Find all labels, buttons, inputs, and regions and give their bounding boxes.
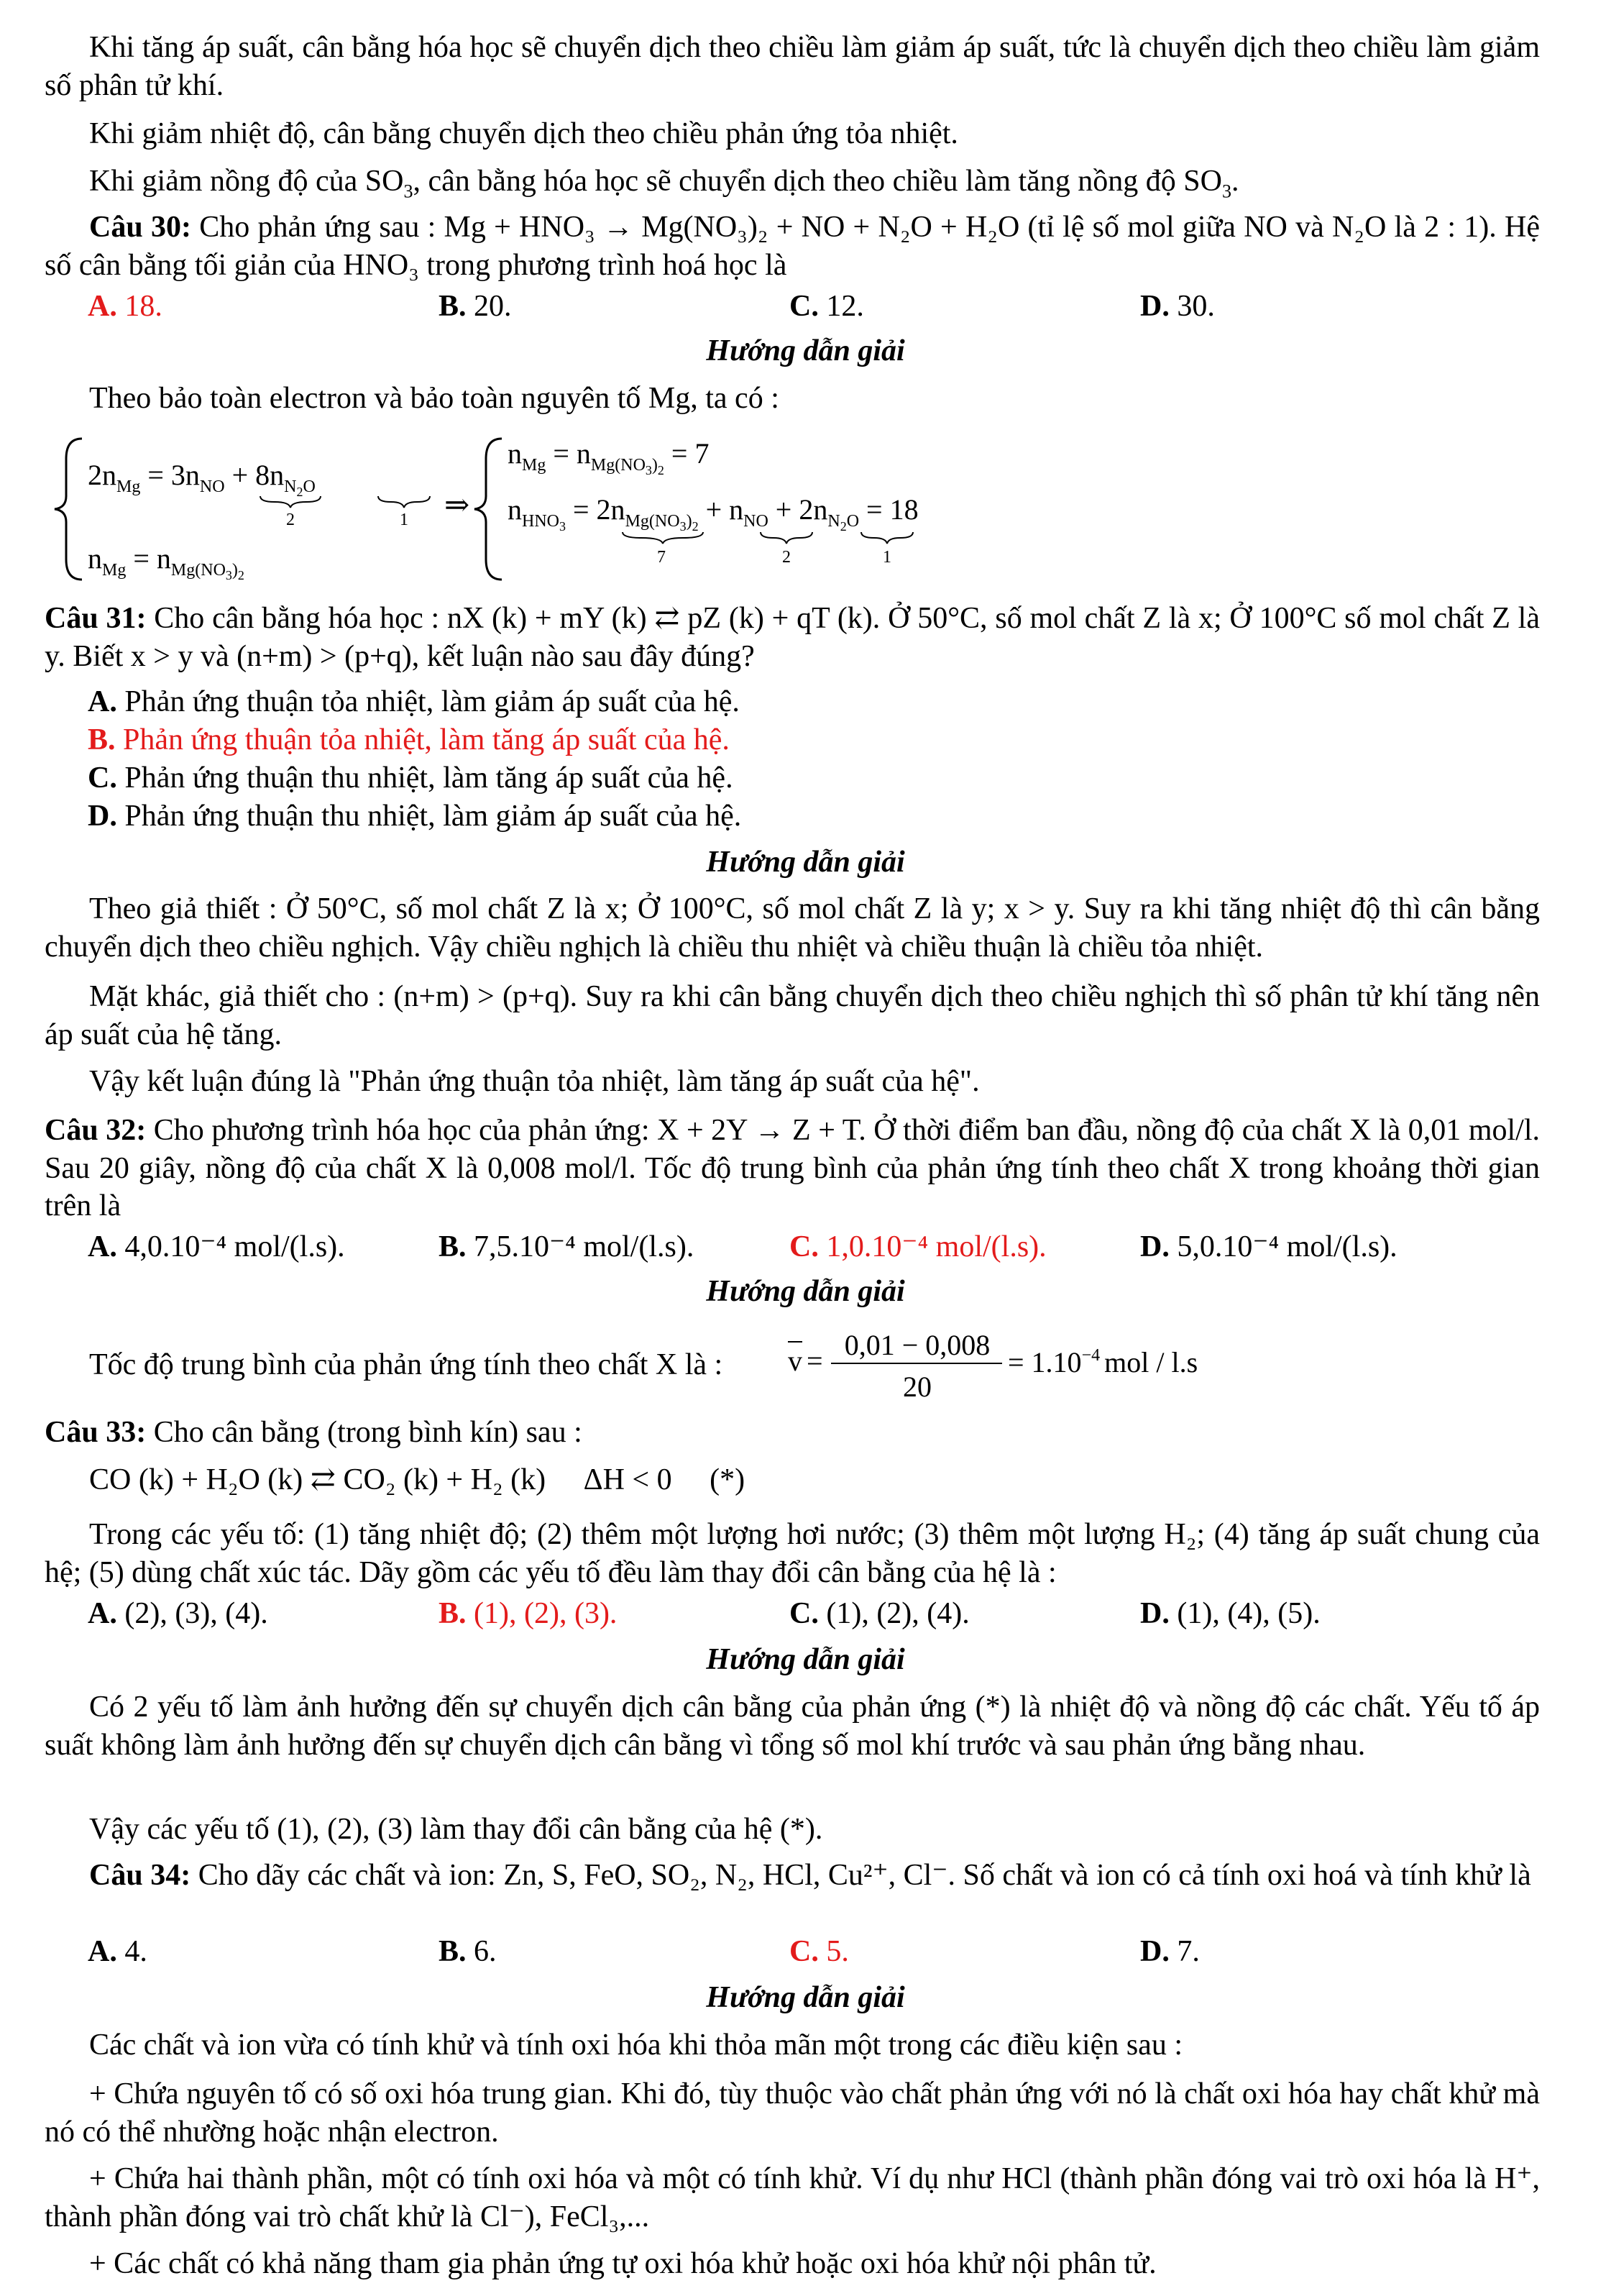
question-31-choice-d: D. Phản ứng thuận thu nhiệt, làm giảm áp suất của hệ. bbox=[88, 800, 742, 833]
question-33-solution-heading: Hướng dẫn giải bbox=[706, 1643, 905, 1676]
question-31-choice-b: B. Phản ứng thuận tỏa nhiệt, làm tăng áp suất của hệ. bbox=[88, 723, 730, 756]
question-34-option-c: C. 5. bbox=[789, 1935, 849, 1968]
question-30-solution-heading: Hướng dẫn giải bbox=[706, 334, 905, 367]
question-32-rate-formula bbox=[755, 1320, 1258, 1414]
n-no-value: 2 bbox=[286, 511, 295, 529]
question-30-label: Câu 30: bbox=[89, 211, 191, 244]
question-32-explanation: Tốc độ trung bình của phản ứng tính theo chất X là : bbox=[89, 1348, 723, 1381]
question-31-choice-c: C. Phản ứng thuận thu nhiệt, làm tăng áp suất của hệ. bbox=[88, 761, 733, 795]
question-34-stem: Câu 34: Cho dãy các chất và ion: Zn, S, FeO, SO₂, N₂, HCl, Cu²⁺, Cl⁻. Số chất và ion có cả tính oxi hoá và tính khử là bbox=[89, 1859, 1531, 1892]
question-34-explanation-1: Các chất và ion vừa có tính khử và tính oxi hóa khi thỏa mãn một trong các điều kiện sau : bbox=[89, 2029, 1183, 2062]
question-34-option-b: B. 6. bbox=[439, 1935, 497, 1968]
svg-text:v: v bbox=[788, 1345, 802, 1377]
question-33-option-c: C. (1), (2), (4). bbox=[789, 1597, 970, 1630]
question-33-explanation: Có 2 yếu tố làm ảnh hưởng đến sự chuyển dịch cân bằng của phản ứng (*) là nhiệt độ và nồng độ các chất. Yếu tố áp suất không làm ảnh hưởng đến sự chuyển dịch cân bằng vì tổng số mol khí trước và sau phản ứng bằng nhau. bbox=[45, 1691, 1540, 1762]
question-33-stem: Câu 33: Cho cân bằng (trong bình kín) sau : bbox=[45, 1416, 582, 1449]
question-34-explanation-2: + Chứa nguyên tố có số oxi hóa trung gian. Khi đó, tùy thuộc vào chất phản ứng với nó là chất oxi hóa hay chất khử mà nó có thể nhường hoặc nhận electron. bbox=[45, 2077, 1540, 2149]
question-34-explanation-3: + Chứa hai thành phần, một có tính oxi hóa và một có tính khử. Ví dụ như HCl (thành phần đóng vai trò oxi hóa là H⁺, thành phần đóng vai trò chất khử là Cl⁻), FeCl₃,... bbox=[45, 2162, 1540, 2233]
fraction-numerator: 0,01 − 0,008 bbox=[844, 1329, 991, 1361]
question-34-option-a: A. 4. bbox=[88, 1935, 147, 1968]
question-33-option-a: A. (2), (3), (4). bbox=[88, 1597, 268, 1630]
question-33-label: Câu 33: bbox=[45, 1416, 147, 1449]
question-30-option-c: C. 12. bbox=[789, 290, 864, 323]
question-32-option-a: A. 4,0.10⁻⁴ mol/(l.s). bbox=[88, 1230, 345, 1263]
intro-paragraph-1: Khi tăng áp suất, cân bằng hóa học sẽ chuyển dịch theo chiều làm giảm áp suất, tức là chuyển dịch theo chiều làm giảm số phân tử khí. bbox=[45, 31, 1540, 102]
intro-paragraph-2: Khi giảm nhiệt độ, cân bằng chuyển dịch theo chiều phản ứng tỏa nhiệt. bbox=[89, 117, 958, 150]
question-32-option-d: D. 5,0.10⁻⁴ mol/(l.s). bbox=[1140, 1230, 1397, 1263]
svg-text:= 1.10−4mol / l.s: = $1.10^{-4}$ mol / l.s bbox=[1008, 1346, 1198, 1378]
question-33-conclusion: Vậy các yếu tố (1), (2), (3) làm thay đổi cân bằng của hệ (*). bbox=[89, 1813, 823, 1846]
implies-arrow: ⇒ bbox=[444, 489, 470, 522]
question-33-option-b: B. (1), (2), (3). bbox=[439, 1597, 618, 1630]
n-no-value-2: 2 bbox=[782, 548, 791, 567]
question-33-equilibrium-equation: CO (k) + H₂O (k) ⇄ CO₂ (k) + H₂ (k) ΔH < 0 (*) bbox=[89, 1463, 745, 1496]
question-34-options bbox=[88, 1933, 1497, 1976]
question-32-stem: Câu 32: Cho phương trình hóa học của phản ứng: X + 2Y → Z + T. Ở thời điểm ban đầu, nồng độ của chất X là 0,01 mol/l. Sau 20 giây, nồng độ của chất X là 0,008 mol/l. Tốc độ trung bình của phản ứng tính theo chất X trong khoảng thời gian trên là bbox=[45, 1114, 1540, 1222]
question-31-explanation-2: Mặt khác, giả thiết cho : (n+m) > (p+q). Suy ra khi cân bằng chuyển dịch theo chiều nghịch thì số phân tử khí tăng nên áp suất của hệ tăng. bbox=[45, 980, 1540, 1051]
question-31-conclusion: Vậy kết luận đúng là "Phản ứng thuận tỏa nhiệt, làm tăng áp suất của hệ". bbox=[89, 1065, 980, 1098]
question-31-choice-a: A. Phản ứng thuận tỏa nhiệt, làm giảm áp suất của hệ. bbox=[88, 685, 740, 718]
intro-paragraph-3: Khi giảm nồng độ của $SO_3$, cân bằng hóa học sẽ chuyển dịch theo chiều làm tăng nồng độ $SO_3$. bbox=[89, 165, 1239, 202]
n-n2o-value: 1 bbox=[400, 511, 408, 529]
question-30-equation-system bbox=[45, 430, 979, 595]
question-34-option-d: D. 7. bbox=[1140, 1935, 1200, 1968]
question-31-label: Câu 31: bbox=[45, 602, 147, 635]
svg-text:2nMg = 3nNO + 8nN2O: $2n_{Mg} = 3n_{NO} + 8n_N2O$ bbox=[88, 459, 316, 499]
question-33-option-d: D. (1), (4), (5). bbox=[1140, 1597, 1321, 1630]
question-31-explanation-1: Theo giả thiết : Ở 50°C, số mol chất Z là x; Ở 100°C, số mol chất Z là y; x > y. Suy ra khi tăng nhiệt độ thì cân bằng chuyển dịch theo chiều nghịch. Vậy chiều nghịch là chiều thu nhiệt và chiều thuận là chiều tỏa nhiệt. bbox=[45, 892, 1540, 964]
question-30-option-d: D. 30. bbox=[1140, 290, 1215, 323]
question-30-option-a: A. 18. bbox=[88, 290, 162, 323]
svg-text:=: = bbox=[807, 1345, 823, 1377]
question-34-label: Câu 34: bbox=[89, 1859, 191, 1892]
svg-text:nHNO3 = 2nMg(NO3)2 + nNO + 2nN: $n_{HNO}3 = 2n_{Mg(NO}3)2 + n_{NO} + 2n_N2O = 18$ bbox=[508, 493, 919, 534]
question-31-solution-heading: Hướng dẫn giải bbox=[706, 846, 905, 879]
svg-text:nMg = nMg(NO3)2 = 7: $n_{Mg} = n_{Mg(NO}3)2 = 7$ bbox=[508, 437, 710, 477]
question-33-factors: Trong các yếu tố: (1) tăng nhiệt độ; (2) thêm một lượng hơi nước; (3) thêm một lượng H₂; (4) tăng áp suất chung của hệ; (5) dùng chất xúc tác. Dãy gồm các yếu tố đều làm thay đổi cân bằng của hệ là : bbox=[45, 1518, 1540, 1589]
question-32-solution-heading: Hướng dẫn giải bbox=[706, 1275, 905, 1308]
question-34-explanation-4: + Các chất có khả năng tham gia phản ứng tự oxi hóa khử hoặc oxi hóa khử nội phân tử. bbox=[89, 2247, 1157, 2280]
question-30-stem: Câu 30: Cho phản ứng sau : Mg + HNO₃ → Mg(NO₃)₂ + NO + N₂O + H₂O (tỉ lệ số mol giữa NO và N₂O là 2 : 1). Hệ số cân bằng tối giản của HNO₃ trong phương trình hoá học là bbox=[45, 211, 1540, 282]
n-n2o-value-2: 1 bbox=[883, 548, 891, 567]
question-34-solution-heading: Hướng dẫn giải bbox=[706, 1981, 905, 2014]
question-30-option-b: B. 20. bbox=[439, 290, 512, 323]
question-32-option-b: B. 7,5.10⁻⁴ mol/(l.s). bbox=[439, 1230, 694, 1263]
question-30-explanation: Theo bảo toàn electron và bảo toàn nguyên tố Mg, ta có : bbox=[89, 382, 779, 415]
svg-text:nMg = nMg(NO3)2: $n_{Mg} = n_{Mg(NO}3)2$ bbox=[88, 542, 244, 582]
question-33-options bbox=[88, 1595, 1497, 1638]
question-30-options bbox=[88, 288, 1497, 331]
question-31-stem: Câu 31: Cho cân bằng hóa học : nX (k) + mY (k) ⇄ pZ (k) + qT (k). Ở 50°C, số mol chất Z là x; Ở 100°C số mol chất Z là y. Biết x > y và (n+m) > (p+q), kết luận nào sau đây đúng? bbox=[45, 602, 1540, 673]
question-32-label: Câu 32: bbox=[45, 1114, 147, 1147]
question-32-option-c: C. 1,0.10⁻⁴ mol/(l.s). bbox=[789, 1230, 1047, 1263]
n-mg-nitrate-value: 7 bbox=[657, 548, 666, 567]
fraction-denominator: 20 bbox=[903, 1371, 932, 1403]
question-32-options bbox=[88, 1228, 1497, 1271]
